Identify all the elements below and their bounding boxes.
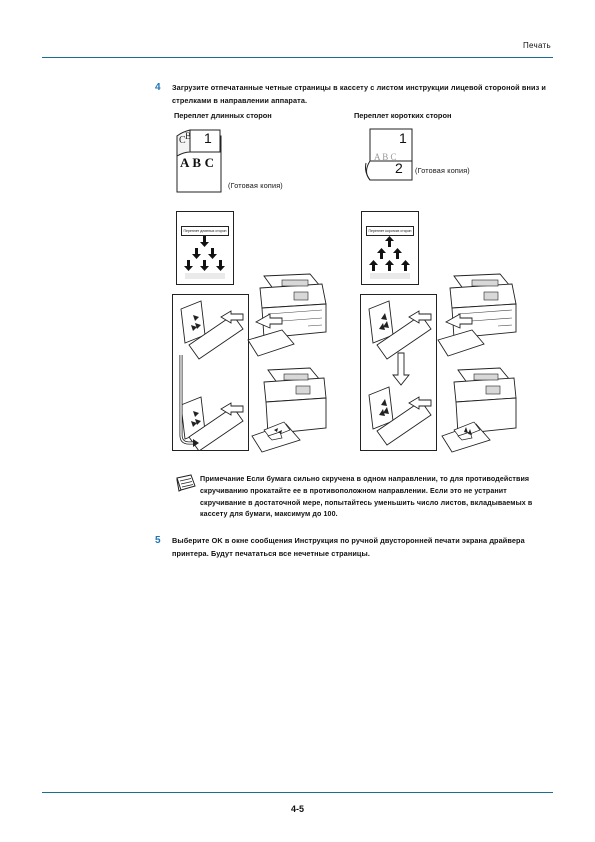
step-4-text: Загрузите отпечатанные четные страницы в кассету с листом инструкции лицевой стороной вниз и стрелками в направлении аппарата. (172, 83, 547, 105)
short-edge-finished-copy-caption: (Готовая копия) (415, 166, 470, 175)
short-edge-loading-panel (360, 294, 437, 451)
short-edge-label: Переплет коротких сторон (354, 111, 452, 120)
short-edge-sheet-title: Переплет коротких сторон (366, 226, 414, 236)
long-edge-printer-bottom (250, 366, 330, 454)
short-edge-loading-diagram (361, 295, 436, 450)
note-text: Примечание Если бумага сильно скручена в одном направлении, то для противодействия скручиванию прокатайте ее в противоположном направлении. Если это не устранит скручивание в достаточной мере, попытайтесь уменьшить число листов, вкладываемых в кассету для бумаги, максимум до 100. (200, 475, 533, 519)
section-title: Печать (522, 41, 551, 50)
long-edge-page-one: 1 (204, 130, 212, 146)
note-icon (175, 474, 197, 492)
long-edge-loading-diagram (173, 295, 248, 450)
short-edge-page-one: 1 (399, 130, 407, 146)
short-edge-instruction-sheet (361, 211, 419, 285)
page-number: 4-5 (290, 804, 304, 814)
long-edge-instruction-sheet (176, 211, 234, 285)
svg-text:B: B (185, 131, 192, 141)
long-edge-sample-text: A B C (180, 155, 215, 170)
step-number-5: 5 (155, 535, 161, 546)
short-edge-printer-bottom (440, 366, 520, 454)
long-edge-loading-panel (172, 294, 249, 451)
step-5-text: Выберите OK в окне сообщения Инструкция по ручной двусторонней печати экрана драйвера принтера. Будут печататься все нечетные страницы. (172, 536, 525, 558)
step-number-4: 4 (155, 82, 161, 93)
step-4 (155, 81, 552, 107)
footer-rule (42, 792, 553, 793)
header-rule (42, 57, 553, 58)
short-edge-printer-top (432, 270, 522, 360)
svg-text:C: C (179, 135, 186, 146)
long-edge-printer-top (242, 270, 332, 360)
long-edge-finished-copy-caption: (Готовая копия) (228, 181, 283, 190)
step-5 (155, 534, 552, 560)
svg-text:A B C: A B C (374, 152, 397, 162)
long-edge-sheet-arrows (181, 236, 229, 280)
short-edge-page-two: 2 (395, 160, 403, 176)
short-edge-sheet-arrows (366, 236, 414, 280)
long-edge-label: Переплет длинных сторон (174, 111, 272, 120)
long-edge-sheet-title: Переплет длинных сторон (181, 226, 229, 236)
